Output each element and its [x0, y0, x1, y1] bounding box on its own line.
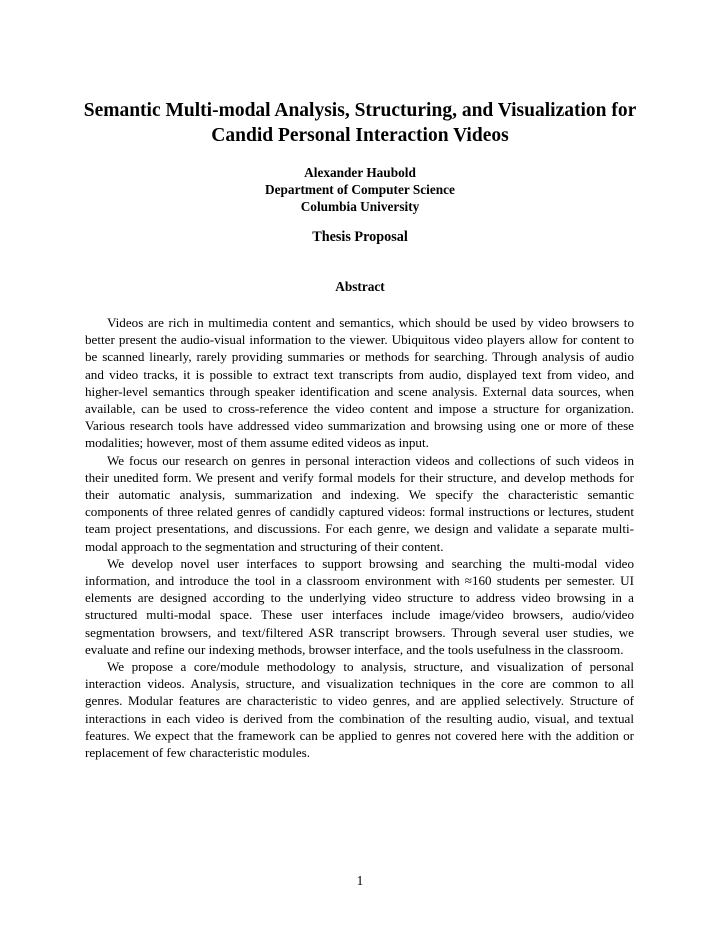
- abstract-paragraph-2: We focus our research on genres in personal interaction videos and collections of such videos in their unedited form. We present and verify formal models for their structure, and develop methods for their automatic analysis, summarization and indexing. We specify the characteristic semantic components of three related genres of candidly captured videos: formal instructions or lectures, student team project presentations, and discussions. For each genre, we design and validate a separate multi-modal approach to the segmentation and structuring of their content.: [85, 452, 634, 554]
- author-department: Department of Computer Science: [265, 182, 455, 197]
- abstract-paragraph-4: We propose a core/module methodology to analysis, structure, and visualization of personal interaction videos. Analysis, structure, and visualization techniques in the core are common to all genres. Modular features are characteristic to video genres, and are applied selectively. Structure of interactions in each video is derived from the combination of the resulting audio, visual, and textual features. We expect that the framework can be applied to genres not covered here with the addition or replacement of few characteristic modules.: [85, 659, 634, 761]
- document-type: Thesis Proposal: [312, 229, 408, 245]
- page-number: 1: [356, 873, 364, 888]
- abstract-body: [85, 314, 634, 761]
- abstract-heading: Abstract: [335, 279, 385, 294]
- author-university: Columbia University: [300, 199, 420, 214]
- paper-title: [60, 98, 660, 148]
- title-line-2: Candid Personal Interaction Videos: [211, 125, 509, 146]
- title-line-1: Semantic Multi-modal Analysis, Structuring, and Visualization for: [83, 100, 637, 121]
- abstract-paragraph-3: We develop novel user interfaces to support browsing and searching the multi-modal video information, and introduce the tool in a classroom environment with ≈160 students per semester. UI elements are designed according to the underlying video structure to address video browsing in a structured multi-modal space. These user interfaces include image/video browsers, audio/video segmentation browsers, and text/filtered ASR transcript browsers. Through several user studies, we evaluate and refine our indexing methods, browser interface, and the tools usefulness in the classroom.: [85, 555, 634, 657]
- author-block: [160, 164, 560, 215]
- author-name: Alexander Haubold: [304, 165, 416, 180]
- abstract-paragraph-1: Videos are rich in multimedia content and semantics, which should be used by video browsers to better present the audio-visual information to the viewer. Ubiquitous video players allow for content to be scanned linearly, rarely providing summaries or methods for searching. Through analysis of audio and video tracks, it is possible to extract text transcripts from audio, displayed text from video, and higher-level semantics through speaker identification and scene analysis. External data sources, when available, can be used to cross-reference the video content and impose a structure for organization. Various research tools have addressed video summarization and browsing using one or more of these modalities; however, most of them assume edited videos as input.: [85, 315, 634, 451]
